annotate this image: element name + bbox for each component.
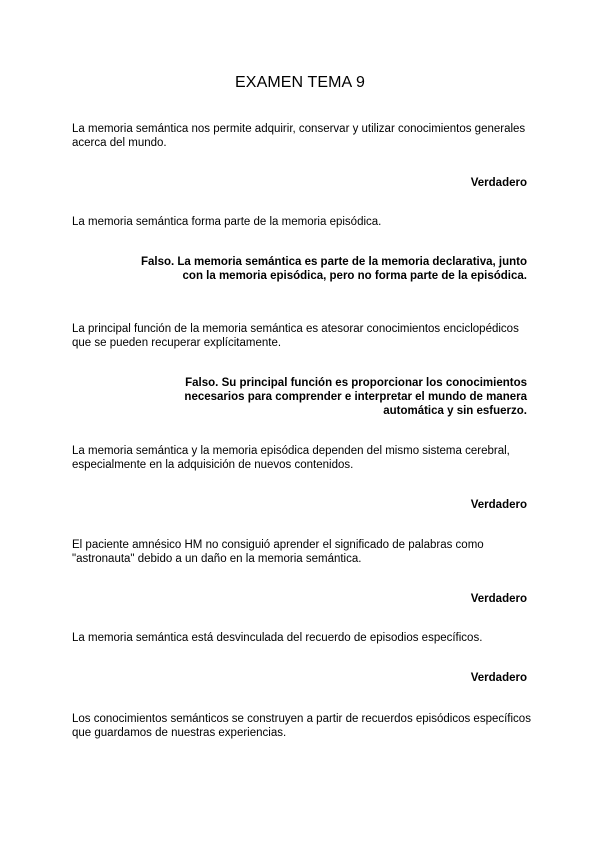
question-3-statement: La principal función de la memoria semántica es atesorar conocimientos enciclopédicos que se pueden recuperar explícitamente.	[72, 323, 519, 349]
question-5-statement: El paciente amnésico HM no consiguió aprender el significado de palabras como "astronauta" debido a un daño en la memoria semántica.	[72, 539, 484, 565]
question-7-statement: Los conocimientos semánticos se construyen a partir de recuerdos episódicos específicos que guardamos de nuestras experiencias.	[72, 713, 531, 739]
question-5-answer: Verdadero	[470, 593, 527, 605]
question-1-statement: La memoria semántica nos permite adquirir, conservar y utilizar conocimientos generales acerca del mundo.	[72, 123, 526, 149]
question-2-answer: Falso. La memoria semántica es parte de la memoria declarativa, junto con la memoria episódica, pero no forma parte de la episódica.	[140, 256, 527, 282]
question-1-answer: Verdadero	[470, 177, 527, 189]
question-6-answer: Verdadero	[470, 672, 527, 684]
question-6-statement: La memoria semántica está desvinculada del recuerdo de episodios específicos.	[72, 632, 483, 644]
question-4-answer: Verdadero	[470, 499, 527, 511]
question-2-statement: La memoria semántica forma parte de la memoria episódica.	[72, 216, 382, 228]
question-4-statement: La memoria semántica y la memoria episódica dependen del mismo sistema cerebral, especialmente en la adquisición de nuevos contenidos.	[72, 445, 510, 471]
page-title: EXAMEN TEMA 9	[235, 74, 365, 91]
question-3-answer: Falso. Su principal función es proporcionar los conocimientos necesarios para comprender e interpretar el mundo de manera automática y sin esfuerzo.	[184, 377, 527, 417]
